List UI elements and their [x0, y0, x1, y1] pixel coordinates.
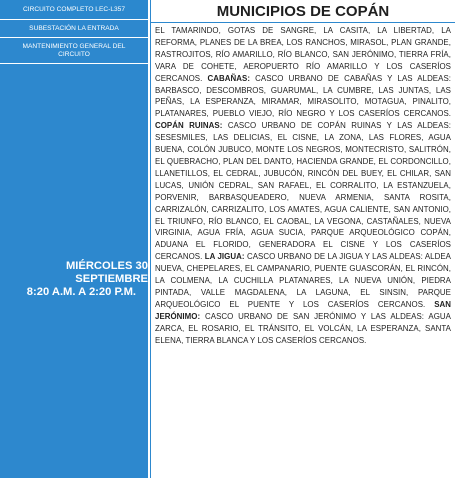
areas-segment: CASCO URBANO DE LA JIGUA Y LAS ALDEAS: ALDEA NUEVA, CHEPELARES, EL CAMPANARIO, PUENTE GUASCORÁN, EL RINCÓN, LA COLMENA, LA CUCHILLA PLATANARES, LA NUEVA UNIÓN, PIEDRA PINTADA, VALLE MAGDALENA, LA LAGUNA, EL SINSIN, PARQUE ARQUEOLÓGICO EL PUENTE Y LOS CASERÍOS CERCANOS. [155, 252, 451, 309]
schedule-column [0, 0, 148, 478]
substation-label: SUBESTACIÓN LA ENTRADA [0, 20, 148, 38]
areas-segment: CASCO URBANO DE CABAÑAS Y LAS ALDEAS: BARBASCO, DESCOMBROS, GUARUMAL, LA CUMBRE, LAS JUNTAS, LAS PEÑAS, LA ESPERANZA, MIRAMAR, MIRASOLITO, MOTAGUA, PINALITO, PLATANARES, PUEBLO VIEJO, RÍO NEGRO Y LOS CASERÍOS CERCANOS. [155, 73, 451, 119]
areas-segment: EL TAMARINDO, GOTAS DE SANGRE, LA CASITA, LA LIBERTAD, LA REFORMA, PLANES DE LA BREA, LOS RANCHOS, MIRASOL, PLAN GRANDE, RASTROJITOS, RÍO AMARILLO, RÍO BLANCO, SAN JERÓNIMO, TIERRA FRÍA, VARA DE COHETE, AEROPUERTO RÍO AMARILLO Y LOS CASERÍOS CERCANOS. [155, 26, 451, 83]
schedule-time: 8:20 A.M. A 2:20 P.M. [26, 286, 136, 298]
municipality-name: SAN JERÓNIMO: [155, 299, 451, 321]
section-title: MUNICIPIOS DE COPÁN [151, 0, 455, 23]
municipality-name: COPÁN RUINAS: [155, 121, 223, 131]
municipality-name: LA JIGUA: [204, 252, 245, 262]
schedule-date: MIÉRCOLES 30 SEPTIEMBRE [65, 260, 148, 285]
areas-segment: CASCO URBANO DE COPÁN RUINAS Y LAS ALDEAS: SESESMILES, LAS DELICIAS, EL CISNE, LA ZONA, LAS FLORES, AGUA BUENA, COLÓN JUBUCO, MONTE LOS NEGROS, MONTECRISTO, SALITRÓN, EL QUEBRACHO, PLAN DEL DANTO, HACIENDA GRANDE, EL CORDONCILLO, LLANETILLOS, EL CEDRAL, JUBUCÓN, RINCÓN DEL BUEY, EL CHILAR, SAN LUCAS, UNIÓN CEDRAL, SAN RAFAEL, EL CORRALITO, LA ESTANZUELA, PORVENIR, BARBASQUEADERO, NUEVA ARMENIA, SANTA ROSITA, CARRIZALÓN, CARRIZALITO, LOS AMATES, AGUA CALIENTE, SAN ANTONIO, EL TRIUNFO, RÍO BLANCO, EL CAOBAL, LA VEGONA, CASTAÑALES, NUEVA VIRGINIA, AGUA FRÍA, AGUA SUCIA, PARQUE ARQUEOLÓGICO COPÁN, ADUANA EL FLORIDO, GENERADORA EL CISNE Y LOS CASERÍOS CERCANOS. [155, 121, 451, 262]
affected-areas-text [151, 23, 455, 346]
municipality-name: CABAÑAS: [207, 73, 251, 83]
circuit-label: CIRCUITO COMPLETO LEC-L357 [0, 0, 148, 20]
schedule-datetime [0, 260, 148, 299]
municipalities-column [150, 0, 455, 478]
maintenance-label: MANTENIMIENTO GENERAL DEL CIRCUITO [0, 38, 148, 64]
areas-segment: CASCO URBANO DE SAN JERÓNIMO Y LAS ALDEAS: AGUA ZARCA, EL ROSARIO, EL TRÁNSITO, EL VOLCÁN, LA ESPERANZA, SANTA ELENA, TIERRA BLANCA Y LOS CASERÍOS CERCANOS. [155, 311, 451, 345]
